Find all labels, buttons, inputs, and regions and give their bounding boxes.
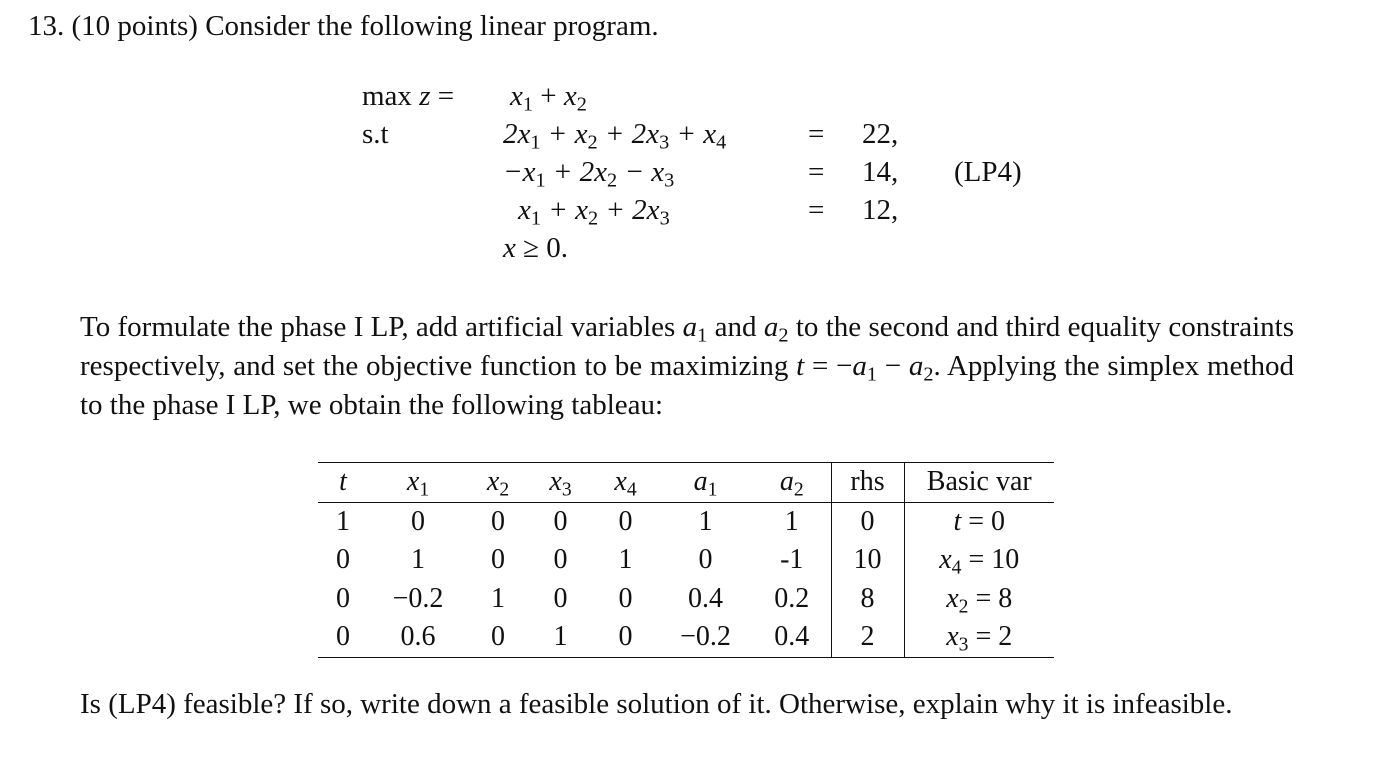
table-row (318, 541, 1054, 580)
cell-a1: 0.4 (688, 582, 723, 614)
cell-rhs: 8 (831, 580, 904, 619)
final-question: Is (LP4) feasible? If so, write down a feasible solution of it. Otherwise, explain why it is infeasible. (80, 688, 1233, 720)
cell-a1: 1 (698, 505, 713, 537)
cell-rhs: 10 (831, 541, 904, 580)
header-a2: $a_2$ (753, 463, 831, 503)
max-label: max (362, 80, 412, 112)
lp-name: (LP4) (954, 156, 1022, 188)
cell-x3: 0 (553, 505, 568, 537)
constraint-2-eq: = (808, 156, 825, 188)
cell-t: 0 (336, 621, 350, 653)
tableau-header-row (318, 463, 1054, 503)
table-row (318, 580, 1054, 619)
header-basic-var: Basic var (926, 466, 1032, 498)
cell-a2: 0.2 (753, 580, 831, 619)
simplex-tableau (318, 462, 1054, 658)
cell-t: 0 (336, 582, 350, 614)
cell-basic-var: $x_4 = 10$ (939, 544, 1020, 579)
cell-a2: 1 (753, 502, 831, 541)
z-variable: z (419, 80, 431, 112)
cell-x3: 1 (553, 621, 568, 653)
cell-x2: 0 (491, 544, 505, 576)
phase-one-paragraph: To formulate the phase I LP, add artificial variables $a_1$ and $a_2$ to the second and third equality constraints respectively, and set the objective function to be maximizing $t = -a_1 - a_2$. Applying the simplex method to the phase I LP, we obtain the following tableau: (80, 311, 1295, 421)
header-rhs: rhs (831, 463, 904, 503)
cell-x1: 0.6 (400, 621, 436, 653)
cell-x2: 1 (491, 582, 505, 614)
cell-x2: 0 (491, 621, 505, 653)
header-a1: $a_1$ (693, 466, 718, 501)
cell-rhs: 2 (831, 618, 904, 657)
header-x1: $x_1$ (406, 466, 430, 501)
cell-basic-var: $x_2 = 8$ (946, 582, 1013, 618)
table-row (318, 618, 1054, 657)
nonnegativity-constraint: x ≥ 0. (503, 232, 569, 264)
constraint-1-eq: = (808, 118, 825, 150)
constraint-2-rhs: 14, (862, 156, 899, 188)
cell-x4: 0 (618, 621, 633, 653)
header-x3: $x_3$ (549, 466, 572, 501)
cell-t: 0 (336, 544, 350, 576)
cell-x2: 0 (491, 505, 505, 537)
cell-x1: 0 (411, 505, 425, 537)
cell-basic-var: t = 0 (953, 505, 1006, 537)
header-t: t (339, 466, 347, 498)
cell-a1: 0 (698, 544, 713, 576)
objective-label (362, 80, 454, 113)
objective-expression: $x_1 + x_2$ (510, 80, 587, 116)
cell-a2: 0.4 (753, 618, 831, 657)
cell-basic-var: $x_3 = 2$ (946, 621, 1013, 656)
constraint-3-lhs: $x_1 + x_2 + 2x_3$ (518, 194, 670, 230)
table-row (318, 502, 1054, 541)
cell-t: 1 (336, 505, 350, 537)
question-header: 13. (10 points) Consider the following linear program. (28, 10, 659, 42)
cell-rhs: 0 (831, 502, 904, 541)
cell-a2: -1 (753, 541, 831, 580)
cell-x3: 0 (553, 544, 568, 576)
constraint-1-lhs: $2x_1 + x_2 + 2x_3 + x_4$ (503, 118, 727, 154)
header-x4: $x_4$ (614, 466, 637, 501)
header-x2: $x_2$ (486, 466, 510, 501)
constraint-1-rhs: 22, (862, 118, 899, 150)
cell-x4: 1 (618, 544, 633, 576)
constraint-3-rhs: 12, (862, 194, 899, 226)
cell-x4: 0 (618, 582, 633, 614)
objective-equals: = (437, 80, 455, 112)
cell-x1: 1 (411, 544, 425, 576)
cell-x3: 0 (553, 582, 568, 614)
st-label: s.t (362, 118, 389, 150)
cell-x1: −0.2 (392, 582, 444, 614)
constraint-2-lhs: $-x_1 + 2x_2 - x_3$ (503, 156, 675, 192)
cell-x4: 0 (618, 505, 633, 537)
constraint-3-eq: = (808, 194, 825, 226)
cell-a1: −0.2 (680, 621, 731, 653)
